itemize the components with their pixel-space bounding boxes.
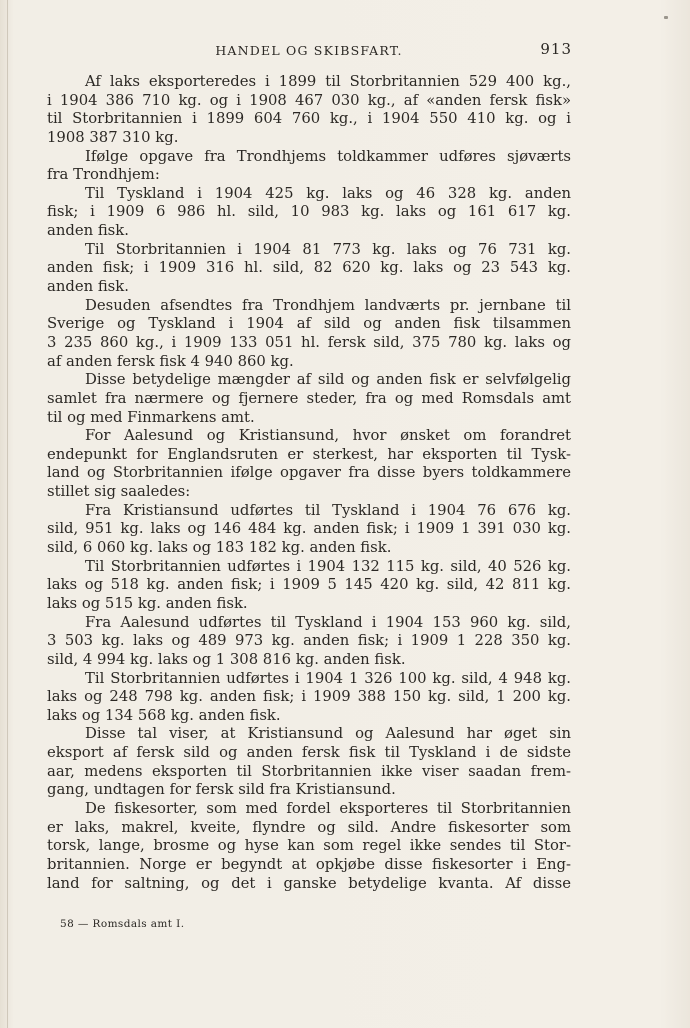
text-line: i 1904 386 710 kg. og i 1908 467 030 kg., af «anden fersk fisk» — [47, 91, 571, 109]
text-line: til og med Finmarkens amt. — [47, 408, 255, 426]
text-line: torsk, lange, brosme og hyse kan som regel ikke sendes til Stor- — [47, 837, 571, 855]
text-line: sild, 6 060 kg. laks og 183 182 kg. anden fisk. — [47, 539, 392, 557]
text-line: 1908 387 310 kg. — [47, 128, 179, 146]
text-line: eksport af fersk sild og anden fersk fisk til Tyskland i de sidste — [47, 744, 571, 762]
text-line: anden fisk. — [47, 222, 129, 240]
text-line: laks og 248 798 kg. anden fisk; i 1909 388 150 kg. sild, 1 200 kg. — [47, 688, 571, 706]
text-line: Til Storbritannien udførtes i 1904 132 115 kg. sild, 40 526 kg. — [85, 557, 571, 575]
text-line: til Storbritannien i 1899 604 760 kg., i 1904 550 410 kg. og i — [47, 110, 571, 128]
text-line: Til Tyskland i 1904 425 kg. laks og 46 328 kg. anden — [85, 184, 571, 202]
text-line: Ifølge opgave fra Trondhjems toldkammer udføres sjøværts — [85, 147, 571, 165]
text-line: Desuden afsendtes fra Trondhjem landværts pr. jernbane til — [85, 296, 571, 314]
text-line: De fiskesorter, som med fordel eksporteres til Storbritannien — [85, 799, 571, 817]
text-line: af anden fersk fisk 4 940 860 kg. — [47, 352, 294, 370]
text-line: land og Storbritannien ifølge opgaver fra disse byers toldkammere — [47, 464, 571, 482]
text-line: laks og 134 568 kg. anden fisk. — [47, 706, 281, 724]
text-line: endepunkt for Englandsruten er sterkest, har eksporten til Tysk- — [47, 445, 571, 463]
text-line: Til Storbritannien i 1904 81 773 kg. laks og 76 731 kg. — [85, 240, 571, 258]
text-line: anden fisk; i 1909 316 hl. sild, 82 620 kg. laks og 23 543 kg. — [47, 259, 571, 277]
printer-signature: 58 — Romsdals amt I. — [60, 918, 185, 930]
text-line: laks og 518 kg. anden fisk; i 1909 5 145 420 kg. sild, 42 811 kg. — [47, 576, 571, 594]
text-line: anden fisk. — [47, 278, 129, 296]
text-line: stillet sig saaledes: — [47, 483, 191, 501]
page-number: 913 — [540, 40, 572, 58]
text-line: 3 503 kg. laks og 489 973 kg. anden fisk; i 1909 1 228 350 kg. — [47, 632, 571, 650]
text-line: Disse betydelige mængder af sild og anden fisk er selvfølgelig — [85, 371, 571, 389]
text-line: sild, 951 kg. laks og 146 484 kg. anden fisk; i 1909 1 391 030 kg. — [47, 520, 571, 538]
running-title: HANDEL OG SKIBSFART. — [215, 43, 403, 58]
text-line: For Aalesund og Kristiansund, hvor ønsket om forandret — [85, 427, 571, 445]
page-edge-line — [7, 0, 8, 1028]
text-line: gang, undtagen for fersk sild fra Kristiansund. — [47, 781, 396, 799]
text-line: er laks, makrel, kveite, flyndre og sild. Andre fiskesorter som — [47, 818, 571, 836]
text-line: sild, 4 994 kg. laks og 1 308 816 kg. anden fisk. — [47, 650, 406, 668]
text-line: aar, medens eksporten til Storbritannien ikke viser saadan frem- — [47, 762, 571, 780]
text-line: Sverige og Tyskland i 1904 af sild og anden fisk tilsammen — [47, 315, 571, 333]
running-header — [46, 40, 572, 60]
text-line: fisk; i 1909 6 986 hl. sild, 10 983 kg. laks og 161 617 kg. — [47, 203, 571, 221]
text-line: land for saltning, og det i ganske betydelige kvanta. Af disse — [47, 874, 571, 892]
text-line: britannien. Norge er begyndt at opkjøbe disse fiskesorter i Eng- — [47, 855, 571, 873]
text-line: Fra Kristiansund udførtes til Tyskland i 1904 76 676 kg. — [85, 501, 571, 519]
text-line: Disse tal viser, at Kristiansund og Aalesund har øget sin — [85, 725, 571, 743]
text-line: samlet fra nærmere og fjernere steder, fra og med Romsdals amt — [47, 389, 571, 407]
text-line: laks og 515 kg. anden fisk. — [47, 594, 248, 612]
text-line: Fra Aalesund udførtes til Tyskland i 1904 153 960 kg. sild, — [85, 613, 571, 631]
text-line: Til Storbritannien udførtes i 1904 1 326 100 kg. sild, 4 948 kg. — [85, 669, 571, 687]
print-speck — [664, 16, 668, 19]
text-line: fra Trondhjem: — [47, 166, 160, 184]
text-line: Af laks eksporteredes i 1899 til Storbritannien 529 400 kg., — [85, 73, 571, 90]
text-line: 3 235 860 kg., i 1909 133 051 hl. fersk sild, 375 780 kg. laks og — [47, 333, 571, 351]
body-text — [47, 73, 571, 893]
